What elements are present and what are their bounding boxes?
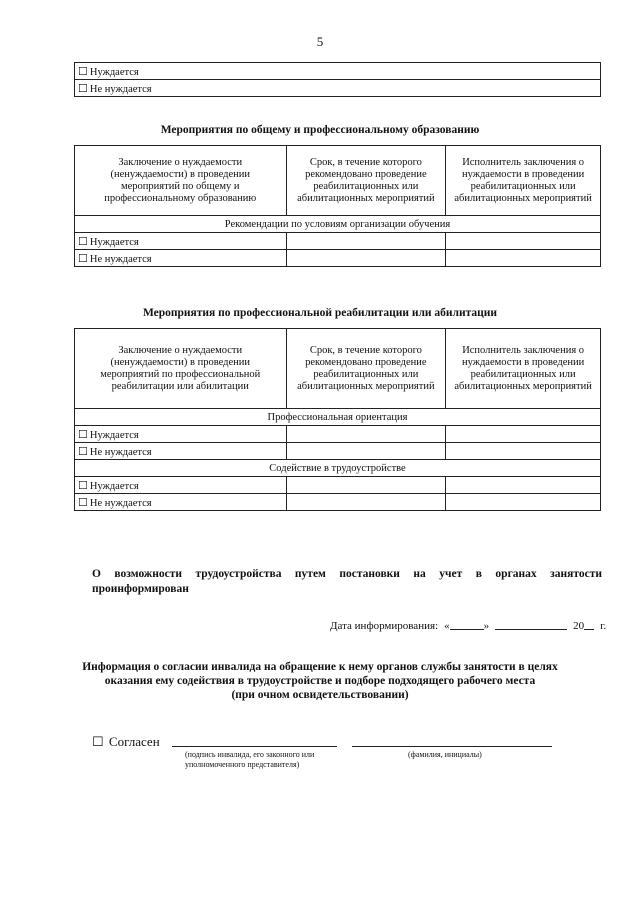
page-number: 5 — [316, 34, 324, 49]
term-cell[interactable] — [286, 494, 446, 511]
table-header-row — [75, 329, 601, 409]
signature-caption: (подпись инвалида, его законного или уполномоченного представителя) — [185, 750, 315, 769]
executor-cell[interactable] — [446, 233, 601, 250]
date-day-field[interactable] — [450, 629, 484, 630]
subsection-label: Рекомендации по условиям организации обучения — [75, 216, 601, 233]
no-needs-label: Не нуждается — [89, 253, 152, 265]
executor-cell[interactable] — [446, 477, 601, 494]
header-conclusion: Заключение о нуждаемости (ненуждаемости) в проведении мероприятий по общему и профессиональному образованию — [75, 146, 287, 216]
executor-cell[interactable] — [446, 250, 601, 267]
employment-notice-line1: О возможности трудоустройства путем постановки на учет в органах занятости — [92, 568, 602, 580]
term-cell[interactable] — [286, 443, 446, 460]
consent-title: Информация о согласии инвалида на обращение к нему органов службы занятости в целях оказания ему содействия в трудоустройстве и подборе подходящего рабочего места (при очном освидетельствовании) — [82, 661, 558, 701]
general-education-table — [74, 145, 601, 267]
checkbox-icon[interactable]: ☐ — [78, 479, 88, 492]
needs-label: Нуждается — [89, 429, 139, 441]
table-row — [75, 443, 601, 460]
checkbox-icon[interactable]: ☐ — [78, 496, 88, 509]
term-cell[interactable] — [286, 477, 446, 494]
checkbox-icon[interactable]: ☐ — [78, 82, 88, 95]
executor-cell[interactable] — [446, 443, 601, 460]
needs-label: Нуждается — [89, 480, 139, 492]
checkbox-icon[interactable]: ☐ — [78, 65, 88, 78]
employment-notice-line2: проинформирован — [92, 583, 189, 595]
date-row: Дата информирования: « » 20 г. — [330, 620, 607, 632]
subsection-label: Содействие в трудоустройстве — [75, 460, 601, 477]
subsection-row — [75, 460, 601, 477]
checkbox-icon[interactable]: ☐ — [78, 445, 88, 458]
table-row — [75, 477, 601, 494]
agree-checkbox-icon[interactable]: ☐ — [92, 734, 104, 749]
agree-row — [92, 734, 160, 750]
needs-label: Нуждается — [89, 66, 139, 78]
subsection-row — [75, 216, 601, 233]
signature-field[interactable] — [172, 746, 337, 747]
needs-label: Нуждается — [89, 236, 139, 248]
subsection-row — [75, 409, 601, 426]
name-field[interactable] — [352, 746, 552, 747]
checkbox-icon[interactable]: ☐ — [78, 235, 88, 248]
header-term: Срок, в течение которого рекомендовано проведение реабилитационных или абилитационных мероприятий — [286, 146, 446, 216]
no-needs-label: Не нуждается — [89, 497, 152, 509]
table-header-row — [75, 146, 601, 216]
name-caption: (фамилия, инициалы) — [408, 750, 482, 759]
term-cell[interactable] — [286, 233, 446, 250]
agree-label: Согласен — [108, 734, 160, 749]
header-term: Срок, в течение которого рекомендовано проведение реабилитационных или абилитационных мероприятий — [286, 329, 446, 409]
date-label: Дата информирования: — [330, 620, 439, 632]
table-row — [75, 426, 601, 443]
header-conclusion: Заключение о нуждаемости (ненуждаемости) в проведении мероприятий по профессиональной реабилитации или абилитации — [75, 329, 287, 409]
no-needs-label: Не нуждается — [89, 83, 152, 95]
header-executor: Исполнитель заключения о нуждаемости в проведении реабилитационных или абилитационных мероприятий — [446, 146, 601, 216]
date-month-field[interactable] — [495, 629, 567, 630]
no-needs-label: Не нуждается — [89, 446, 152, 458]
header-executor: Исполнитель заключения о нуждаемости в проведении реабилитационных или абилитационных мероприятий — [446, 329, 601, 409]
term-cell[interactable] — [286, 426, 446, 443]
subsection-label: Профессиональная ориентация — [75, 409, 601, 426]
professional-rehab-table — [74, 328, 601, 511]
table-row — [75, 80, 601, 97]
table-row — [75, 494, 601, 511]
general-education-title: Мероприятия по общему и профессиональному образованию — [160, 124, 480, 136]
executor-cell[interactable] — [446, 426, 601, 443]
term-cell[interactable] — [286, 250, 446, 267]
professional-rehab-title: Мероприятия по профессиональной реабилитации или абилитации — [142, 307, 498, 319]
table-row — [75, 233, 601, 250]
checkbox-icon[interactable]: ☐ — [78, 252, 88, 265]
table-row — [75, 63, 601, 80]
executor-cell[interactable] — [446, 494, 601, 511]
checkbox-icon[interactable]: ☐ — [78, 428, 88, 441]
table-row — [75, 250, 601, 267]
top-needs-table — [74, 62, 601, 97]
date-year-field[interactable] — [584, 629, 594, 630]
